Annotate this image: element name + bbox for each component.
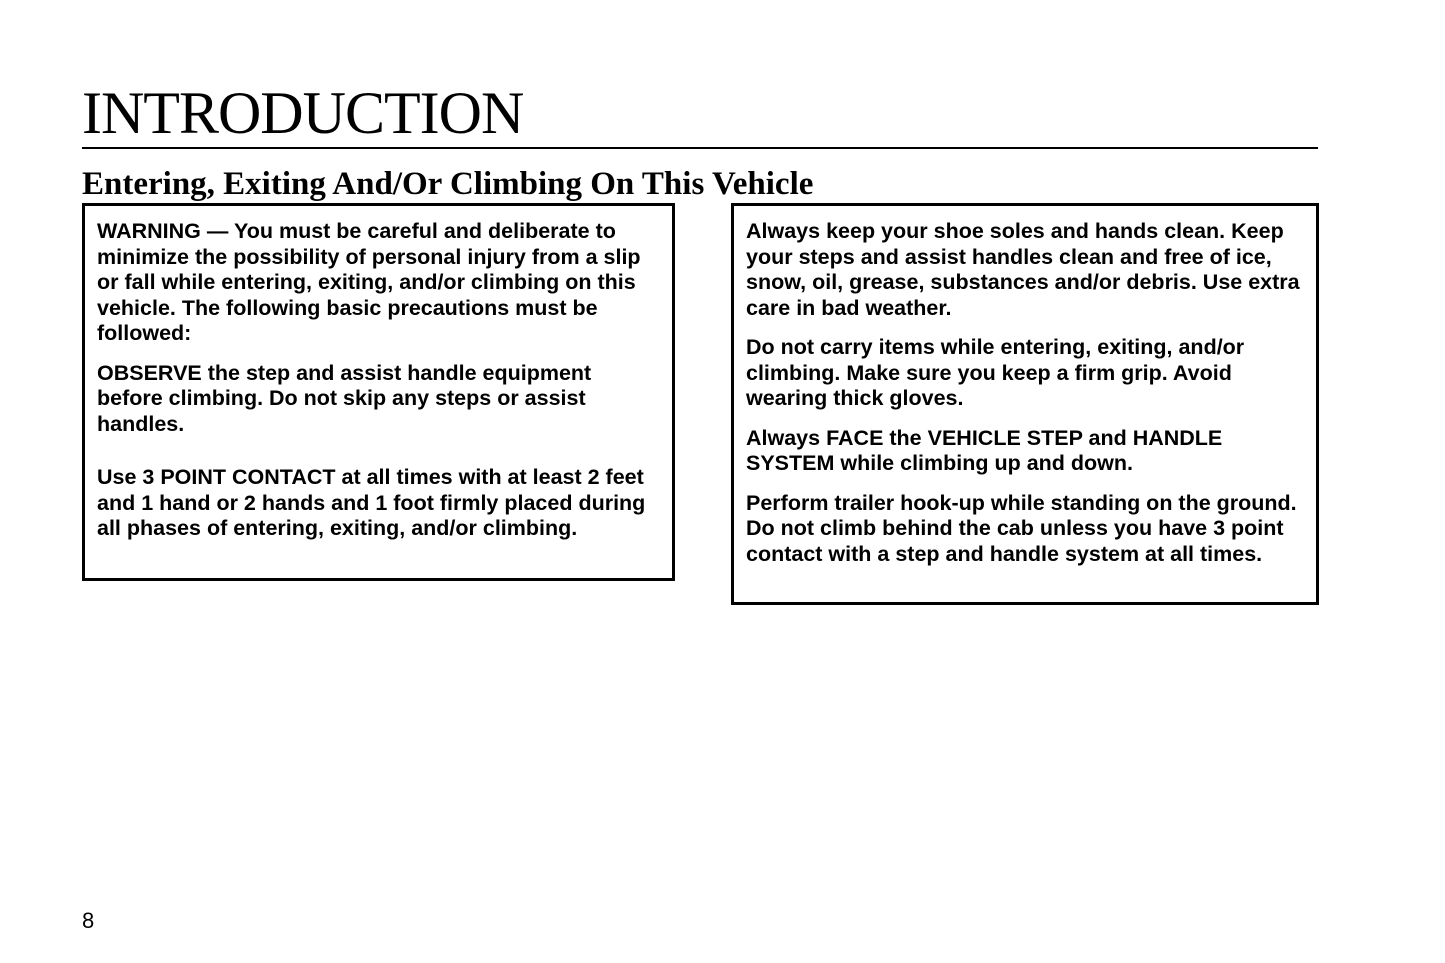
trailer-hookup-paragraph: Perform trailer hook-up while standing on the ground. Do not climb behind the cab unless you have 3 point contact with a step and handle system at all times. [746,490,1297,566]
three-point-contact-paragraph: Use 3 POINT CONTACT at all times with at least 2 feet and 1 hand or 2 hands and 1 foot firmly placed during all phases of entering, exiting, and/or climbing. [97,465,646,540]
title-divider [82,147,1318,149]
warning-paragraph: WARNING — You must be careful and deliberate to minimize the possibility of personal injury from a slip or fall while entering, exiting, and/or climbing on this vehicle. The following basic precautions must be followed: [97,219,641,345]
safety-tips-box [731,203,1319,605]
page-number: 8 [82,908,95,933]
carry-items-paragraph: Do not carry items while entering, exiting, and/or climbing. Make sure you keep a firm grip. Avoid wearing thick gloves. [746,335,1245,410]
face-vehicle-paragraph: Always FACE the VEHICLE STEP and HANDLE SYSTEM while climbing up and down. [746,425,1223,475]
warning-box [82,203,675,581]
section-heading: Entering, Exiting And/Or Climbing On This Vehicle [82,166,814,202]
chapter-title: INTRODUCTION [82,80,524,146]
observe-paragraph: OBSERVE the step and assist handle equipment before climbing. Do not skip any steps or assist handles. [97,360,592,436]
cleanliness-paragraph: Always keep your shoe soles and hands clean. Keep your steps and assist handles clean and free of ice, snow, oil, grease, substances and/or debris. Use extra care in bad weather. [746,219,1300,320]
